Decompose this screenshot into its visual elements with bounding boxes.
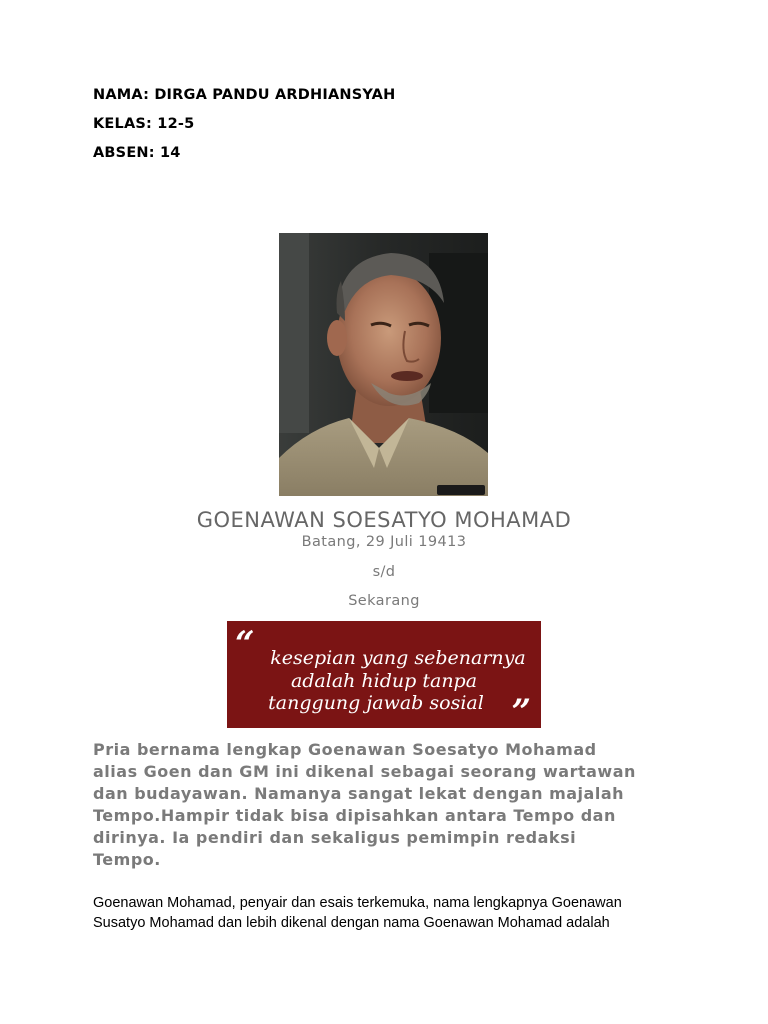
quote-line: tanggung jawab sosial xyxy=(268,692,484,714)
bio-summary-line: Pria bernama lengkap Goenawan Soesatyo Mohamad xyxy=(93,740,597,759)
birth-info: Batang, 29 Juli 19413 xyxy=(301,534,467,550)
bio-summary-line: dan budayawan. Namanya sangat lekat dengan majalah xyxy=(93,784,624,803)
bio-paragraph-line: Goenawan Mohamad, penyair dan esais terkemuka, nama lengkapnya Goenawan xyxy=(93,895,622,911)
bio-summary-line: Tempo.Hampir tidak bisa dipisahkan antara Tempo dan xyxy=(93,806,616,825)
quote-banner xyxy=(227,621,541,732)
bio-paragraph-line: Susatyo Mohamad dan lebih dikenal dengan nama Goenawan Mohamad adalah xyxy=(93,915,610,931)
present-label: Sekarang xyxy=(348,593,420,609)
quote-line: adalah hidup tanpa xyxy=(290,670,478,692)
bio-summary-line: dirinya. Ia pendiri dan sekaligus pemimpin redaksi xyxy=(93,828,577,847)
close-quote-icon: ” xyxy=(511,692,531,732)
bio-summary xyxy=(93,739,693,871)
subject-name: GOENAWAN SOESATYO MOHAMAD xyxy=(196,508,572,532)
bio-paragraph xyxy=(93,893,693,933)
student-roll-number: ABSEN: 14 xyxy=(93,145,181,161)
bio-summary-line: alias Goen dan GM ini dikenal sebagai seorang wartawan xyxy=(93,762,636,781)
student-class: KELAS: 12-5 xyxy=(93,116,195,132)
student-name: NAMA: DIRGA PANDU ARDHIANSYAH xyxy=(93,87,396,103)
bio-summary-line: Tempo. xyxy=(93,850,161,869)
quote-line: kesepian yang sebenarnya xyxy=(270,647,526,669)
portrait-photo xyxy=(279,233,488,496)
open-quote-icon: “ xyxy=(235,624,255,664)
until-label: s/d xyxy=(372,564,396,580)
